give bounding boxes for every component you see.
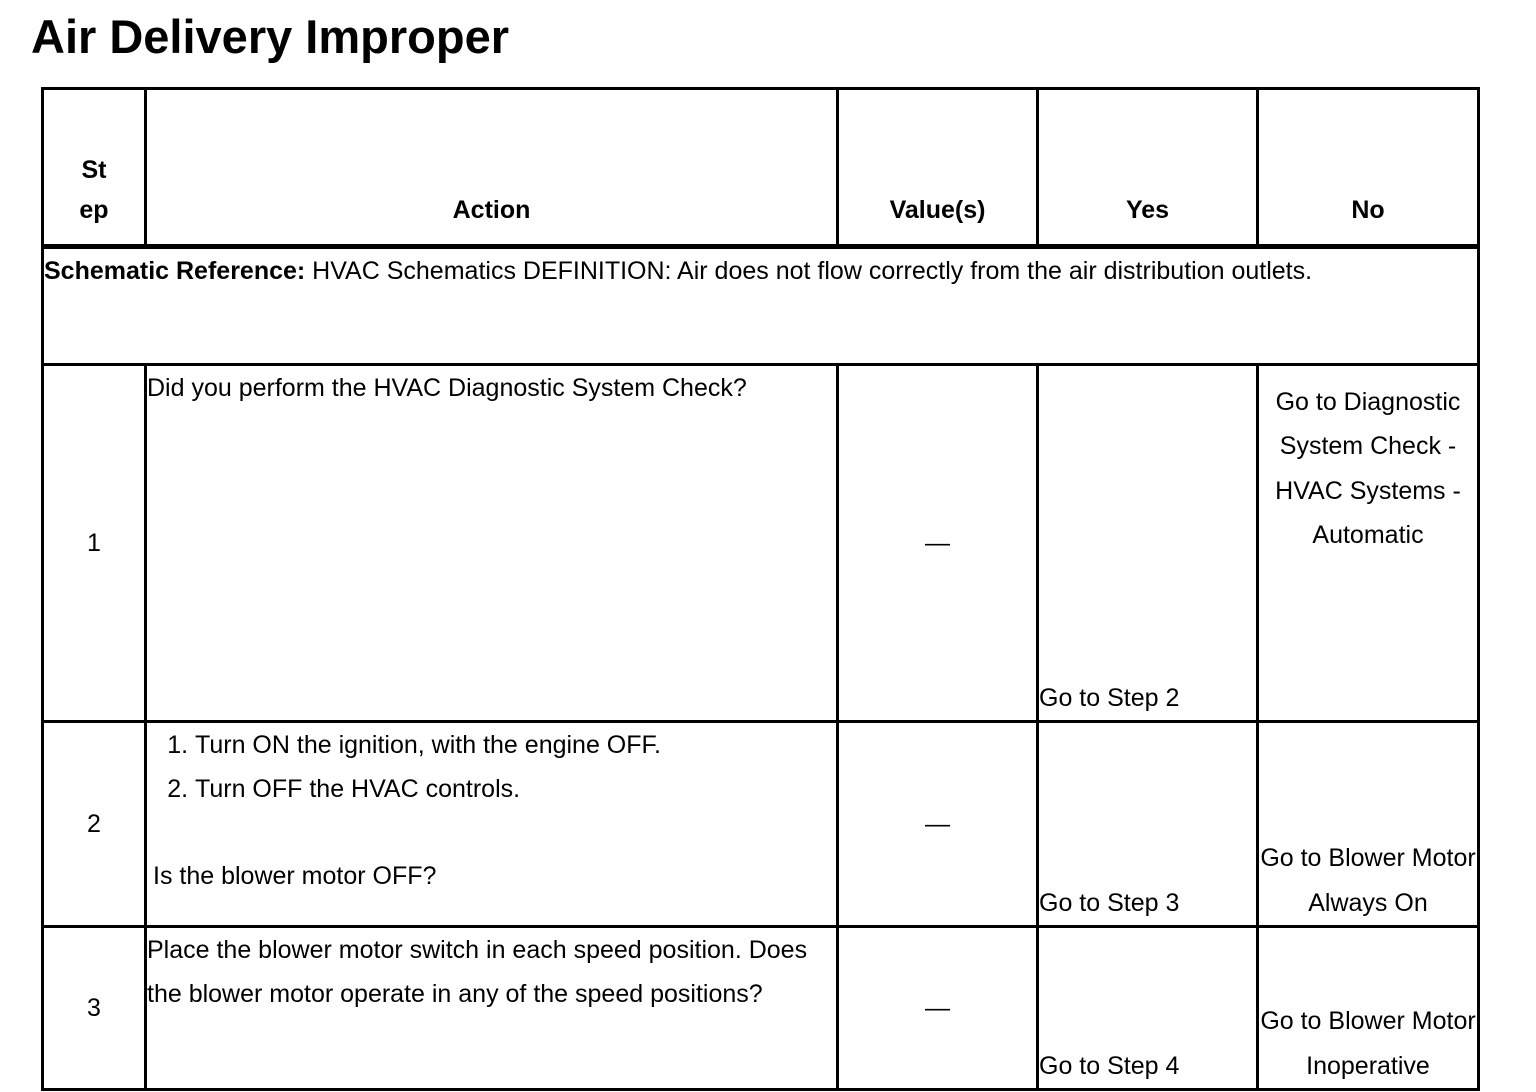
column-header-action: Action bbox=[146, 89, 838, 247]
schematic-reference-row bbox=[43, 247, 1479, 365]
step-action: Place the blower motor switch in each speed position. Does the blower motor operate in any of the speed positions? bbox=[146, 927, 838, 1090]
column-header-yes: Yes bbox=[1038, 89, 1258, 247]
step-action bbox=[146, 722, 838, 927]
step-yes-result: Go to Step 4 bbox=[1038, 927, 1258, 1090]
step-value: — bbox=[838, 927, 1038, 1090]
table-header-row bbox=[43, 89, 1479, 247]
step-number: 3 bbox=[43, 927, 146, 1090]
step-number: 1 bbox=[43, 365, 146, 722]
diagnostic-table bbox=[41, 87, 1480, 1091]
step-number: 2 bbox=[43, 722, 146, 927]
schematic-reference bbox=[43, 247, 1479, 365]
schematic-reference-label: Schematic Reference: bbox=[44, 257, 306, 285]
table-row bbox=[43, 927, 1479, 1090]
column-header-values: Value(s) bbox=[838, 89, 1038, 247]
step-yes-result: Go to Step 3 bbox=[1038, 722, 1258, 927]
step-yes-result: Go to Step 2 bbox=[1038, 365, 1258, 722]
table-row bbox=[43, 722, 1479, 927]
action-step-list bbox=[147, 723, 836, 812]
step-question: Is the blower motor OFF? bbox=[153, 861, 437, 890]
step-value: — bbox=[838, 365, 1038, 722]
step-no-result: Go to Blower Motor Always On bbox=[1258, 722, 1479, 927]
step-no-result: Go to Blower Motor Inoperative bbox=[1258, 927, 1479, 1090]
page-title: Air Delivery Improper bbox=[31, 10, 510, 63]
step-action: Did you perform the HVAC Diagnostic System Check? bbox=[146, 365, 838, 722]
action-step-item: 1. Turn ON the ignition, with the engine OFF. bbox=[195, 723, 836, 767]
step-value: — bbox=[838, 722, 1038, 927]
column-header-no: No bbox=[1258, 89, 1479, 247]
column-header-step: St ep bbox=[43, 89, 146, 247]
step-no-result: Go to Diagnostic System Check - HVAC Systems - Automatic bbox=[1258, 365, 1479, 722]
table-row bbox=[43, 365, 1479, 722]
action-step-item: 2. Turn OFF the HVAC controls. bbox=[195, 767, 836, 811]
schematic-reference-text: HVAC Schematics DEFINITION: Air does not flow correctly from the air distribution outlets. bbox=[305, 257, 1313, 285]
